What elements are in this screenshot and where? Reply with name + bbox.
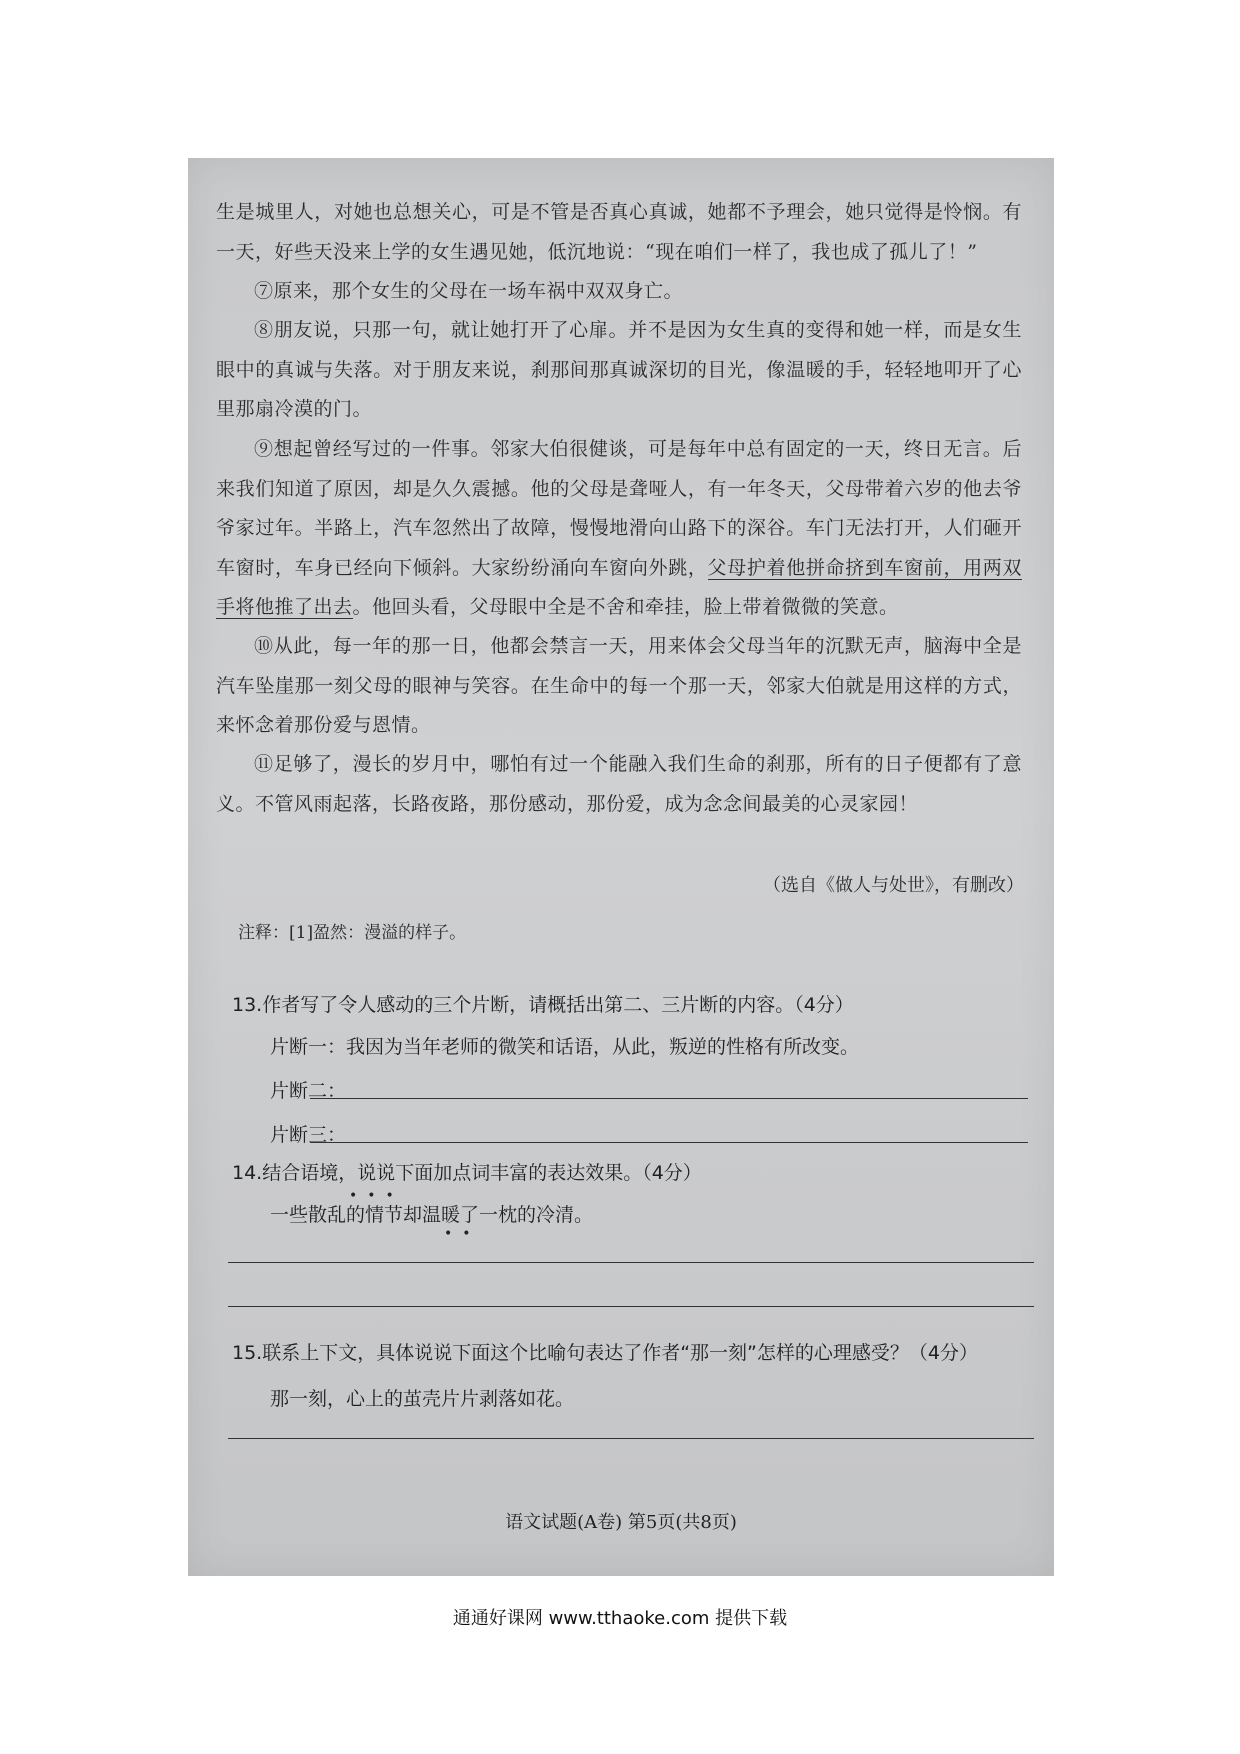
question-14-answer-line-2[interactable]	[228, 1306, 1034, 1307]
paragraph-9-text-a: ⑨想起曾经写过的一件事。邻家大伯很健谈，可是每年中总有固定的一天，终日无言。后来我们知道了原因，却是久久震撼。他的父母是聋哑人，有一年冬天，父母带着六岁的他去爷爷家过年。半路上，汽车忽然出了故障，慢慢地滑向山路下的深谷。车门无法打开，人们砸开车窗时，车身已经向下倾斜。大家纷纷涌向车窗向外跳，	[216, 438, 1022, 579]
passage-source: （选自《做人与处世》，有删改）	[763, 875, 1024, 896]
question-14: 14.结合语境，说说下面加点词丰富的表达效果。（4分）	[232, 1162, 702, 1184]
passage-paragraph-7: ⑦原来，那个女生的父母在一场车祸中双双身亡。	[254, 280, 684, 302]
passage-paragraph-10: ⑩从此，每一年的那一日，他都会禁言一天，用来体会父母当年的沉默无声，脑海中全是汽车坠崖那一刻父母的眼神与笑容。在生命中的每一个那一天，邻家大伯就是用这样的方式，来怀念着那份爱与恩情。	[216, 635, 1022, 736]
scanned-exam-page	[188, 158, 1054, 1576]
passage-paragraph-9	[216, 430, 1022, 628]
question-14-sentence: 一些散乱的情节却温暖了一枕的冷清。	[270, 1204, 594, 1226]
question-14-emphasis-dots-2: ••	[444, 1226, 481, 1242]
question-13-answer-line-2[interactable]	[310, 1098, 1028, 1099]
question-15: 15.联系上下文，具体说说下面这个比喻句表达了作者“那一刻”怎样的心理感受？（4分）	[232, 1342, 978, 1364]
passage-paragraph-6-tail: 生是城里人，对她也总想关心，可是不管是否真心真诚，她都不予理会，她只觉得是怜悯。有一天，好些天没来上学的女生遇见她，低沉地说：“现在咱们一样了，我也成了孤儿了！”	[216, 201, 1022, 263]
question-14-answer-line-1[interactable]	[228, 1262, 1034, 1263]
page-footer: 语文试题(A卷) 第5页(共8页)	[505, 1512, 737, 1533]
question-13-answer-line-3[interactable]	[310, 1142, 1028, 1143]
passage-paragraph-8: ⑧朋友说，只那一句，就让她打开了心扉。并不是因为女生真的变得和她一样，而是女生眼中的真诚与失落。对于朋友来说，刹那间那真诚深切的目光，像温暖的手，轻轻地叩开了心里那扇冷漠的门。	[216, 319, 1022, 420]
question-13-fragment-3-label: 片断三：	[270, 1124, 347, 1146]
download-watermark: 通通好课网 www.tthaoke.com 提供下载	[452, 1608, 788, 1629]
question-15-answer-line[interactable]	[228, 1438, 1034, 1439]
question-14-emphasis-dots-1: •••	[349, 1188, 404, 1204]
question-13-fragment-1: 片断一：我因为当年老师的微笑和话语，从此，叛逆的性格有所改变。	[270, 1036, 860, 1058]
paragraph-9-underlined-text: 父母护着他拼命挤到车窗前，用两双手将他推了出去	[216, 556, 1022, 618]
question-13-fragment-2-label: 片断二：	[270, 1080, 347, 1102]
paragraph-9-text-b: 。他回头看，父母眼中全是不舍和牵挂，脸上带着微微的笑意。	[352, 596, 899, 618]
question-15-sentence: 那一刻，心上的茧壳片片剥落如花。	[270, 1388, 575, 1410]
question-13: 13.作者写了令人感动的三个片断，请概括出第二、三片断的内容。（4分）	[232, 994, 854, 1016]
passage-paragraph-11: ⑪足够了，漫长的岁月中，哪怕有过一个能融入我们生命的刹那，所有的日子便都有了意义。不管风雨起落，长路夜路，那份感动，那份爱，成为念念间最美的心灵家园！	[216, 753, 1022, 815]
passage-annotation: 注释：[1]盈然：漫溢的样子。	[238, 923, 467, 943]
